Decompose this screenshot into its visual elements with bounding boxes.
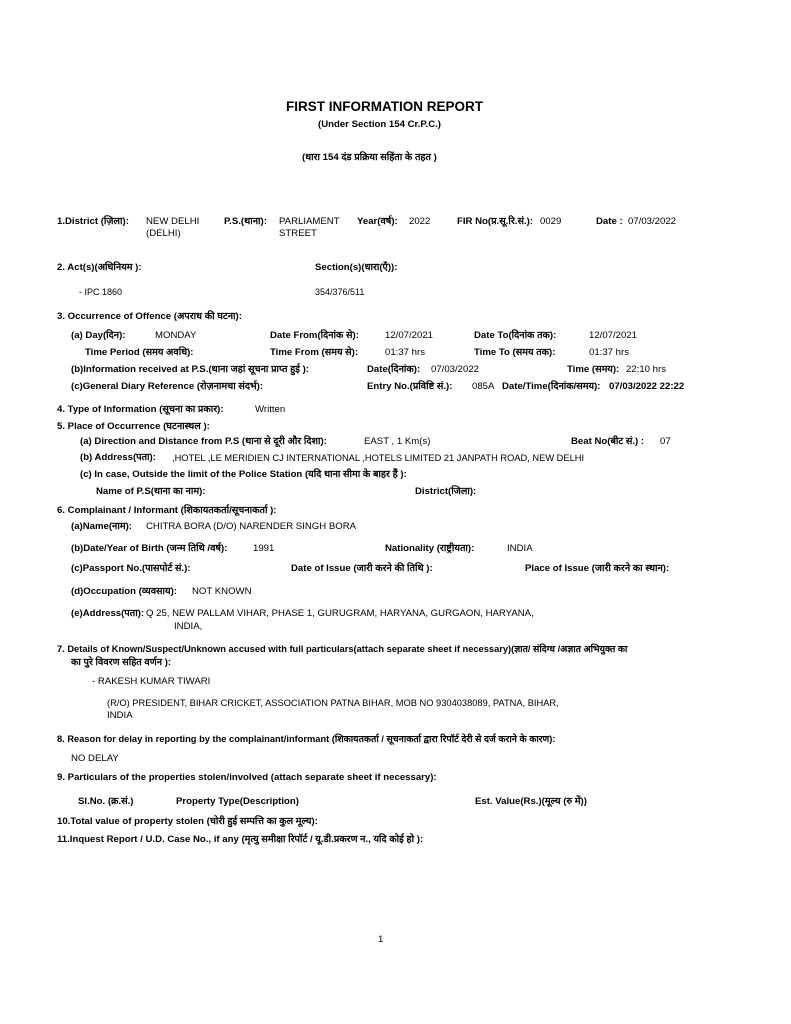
place-address-value: ,HOTEL ,LE MERIDIEN CJ INTERNATIONAL ,HOTELS LIMITED 21 JANPATH ROAD, NEW DELHI: [172, 453, 585, 463]
direction-value: EAST , 1 Km(s): [364, 436, 431, 447]
properties-col-value: Est. Value(Rs.)(मूल्य (रु में)): [475, 796, 587, 807]
accused-detail: (R/O) PRESIDENT, BIHAR CRICKET, ASSOCIATION PATNA BIHAR, MOB NO 9304038089, PATNA, BIHAR,: [107, 698, 559, 708]
report-subtitle-hindi: (धारा 154 दंड प्रक्रिया सहिंता के तहत ): [302, 152, 437, 163]
nationality-value: INDIA: [507, 543, 533, 554]
time-to-value: 01:37 hrs: [589, 347, 630, 358]
occurrence-heading: 3. Occurrence of Offence (अपराध की घटना):: [57, 311, 242, 322]
occupation-value: NOT KNOWN: [192, 586, 252, 597]
year-label: Year(वर्ष):: [357, 216, 398, 227]
dob-label: (b)Date/Year of Birth (जन्म तिथि /वर्ष):: [71, 543, 228, 554]
properties-col-slno: Sl.No. (क्र.सं.): [78, 796, 134, 807]
date-value: 07/03/2022: [628, 216, 677, 227]
total-value-label: 10.Total value of property stolen (चोरी हुई सम्पत्ति का कुल मूल्य):: [57, 816, 318, 827]
sections-label: Section(s)(धारा(एँ)):: [315, 262, 398, 273]
time-from-label: Time From (समय से):: [270, 347, 359, 358]
fir-label: FIR No(प्र.सू.रि.सं.):: [457, 216, 533, 227]
gd-datetime-label: Date/Time(दिनांक/समय):: [502, 381, 601, 392]
info-time-label: Time (समय):: [567, 364, 620, 375]
properties-heading: 9. Particulars of the properties stolen/involved (attach separate sheet if necessary):: [57, 772, 437, 783]
beat-label: Beat No(बीट सं.) :: [571, 436, 645, 447]
gd-reference-label: (c)General Diary Reference (रोज़नामचा संदर्भ):: [71, 381, 264, 392]
ps-label: P.S.(थाना):: [224, 216, 267, 227]
complainant-heading: 6. Complainant / Informant (शिकायतकर्ता/सूचनाकर्ता ):: [57, 505, 277, 516]
info-received-label: (b)Information received at P.S.(थाना जहां सूचना प्राप्त हुई ):: [71, 364, 309, 375]
time-from-value: 01:37 hrs: [385, 347, 426, 358]
date-from-value: 12/07/2021: [385, 330, 434, 341]
report-subtitle: (Under Section 154 Cr.P.C.): [318, 119, 441, 130]
ps-value: PARLIAMENT: [279, 216, 340, 227]
place-heading: 5. Place of Occurrence (घटनास्थल ):: [57, 421, 210, 432]
report-title: FIRST INFORMATION REPORT: [286, 99, 483, 114]
info-time-value: 22:10 hrs: [626, 364, 667, 375]
date-label: Date :: [596, 216, 623, 227]
occupation-label: (d)Occupation (व्यवसाय):: [71, 586, 177, 597]
accused-detail-line2: INDIA: [107, 710, 133, 721]
inquest-report-label: 11.Inquest Report / U.D. Case No., if any (मृत्यु समीक्षा रिपॉर्ट / यू.डी.प्रकरण न., यदि कोई हो ):: [57, 834, 424, 845]
issue-place-label: Place of Issue (जारी करने का स्थान):: [525, 563, 670, 574]
nationality-label: Nationality (राष्ट्रीयता):: [385, 543, 475, 554]
info-type-value: Written: [255, 404, 286, 415]
gd-datetime-value: 07/03/2022 22:22: [609, 381, 685, 392]
fir-value: 0029: [540, 216, 562, 227]
entry-no-label: Entry No.(प्रविष्टि सं.):: [367, 381, 453, 392]
delay-reason-value: NO DELAY: [71, 753, 119, 764]
direction-label: (a) Direction and Distance from P.S (थाना से दूरी और दिशा):: [80, 436, 327, 447]
sections-value: 354/376/511: [315, 287, 365, 297]
ps-name-label: Name of P.S(थाना का नाम):: [96, 486, 206, 497]
district-value-line2: (DELHI): [146, 228, 181, 239]
entry-no-value: 085A: [472, 381, 495, 392]
date-from-label: Date From(दिनांक से):: [270, 330, 359, 341]
info-type-label: 4. Type of Information (सूचना का प्रकार):: [57, 404, 224, 415]
ps-value-line2: STREET: [279, 228, 317, 239]
info-date-value: 07/03/2022: [431, 364, 480, 375]
complainant-name-value: CHITRA BORA (D/O) NARENDER SINGH BORA: [146, 521, 357, 532]
outside-limit-label: (c) In case, Outside the limit of the Police Station (यदि थाना सीमा के बाहर हैं ):: [80, 469, 407, 480]
delay-reason-heading: 8. Reason for delay in reporting by the complainant/informant (शिकायतकर्ता / सूचनाकर्ता द्वारा रिपॉर्ट देरी से दर्ज कराने के कारण):: [57, 734, 556, 744]
accused-heading: 7. Details of Known/Suspect/Unknown accused with full particulars(attach separate sheet if necessary)(ज्ञात/ संदिग्ध /अज्ञात अभियुक्त का: [57, 644, 628, 654]
time-to-label: Time To (समय तक):: [474, 347, 556, 358]
issue-date-label: Date of Issue (जारी करने की तिथि ):: [291, 563, 433, 574]
year-value: 2022: [409, 216, 431, 227]
passport-label: (c)Passport No.(पासपोर्ट सं.):: [71, 563, 191, 574]
district-label: 1.District (ज़िला):: [57, 216, 129, 227]
district-value: NEW DELHI: [146, 216, 200, 227]
dob-value: 1991: [253, 543, 275, 554]
act-value: - IPC 1860: [79, 287, 123, 297]
place-address-label: (b) Address(पता):: [80, 452, 156, 463]
time-period-label: Time Period (समय अवधि):: [85, 347, 194, 358]
place-district-label: District(जिला):: [415, 486, 477, 497]
properties-col-type: Property Type(Description): [176, 796, 299, 807]
accused-name: - RAKESH KUMAR TIWARI: [92, 676, 211, 687]
day-label: (a) Day(दिन):: [71, 330, 126, 341]
day-value: MONDAY: [155, 330, 197, 341]
complainant-address-value: Q 25, NEW PALLAM VIHAR, PHASE 1, GURUGRAM, HARYANA, GURGAON, HARYANA,: [146, 608, 534, 619]
date-to-value: 12/07/2021: [589, 330, 638, 341]
complainant-address-value-line2: INDIA,: [174, 621, 203, 632]
date-to-label: Date To(दिनांक तक):: [474, 330, 557, 341]
complainant-address-label: (e)Address(पता):: [71, 608, 145, 619]
info-date-label: Date(दिनांक):: [367, 364, 421, 375]
acts-label: 2. Act(s)(अधिनियम ):: [57, 262, 142, 273]
complainant-name-label: (a)Name(नाम):: [71, 521, 132, 532]
accused-heading-line2: का पुरे विवरण सहित वर्णन ):: [71, 657, 172, 668]
beat-value: 07: [660, 436, 671, 447]
page-number: 1: [378, 934, 384, 945]
